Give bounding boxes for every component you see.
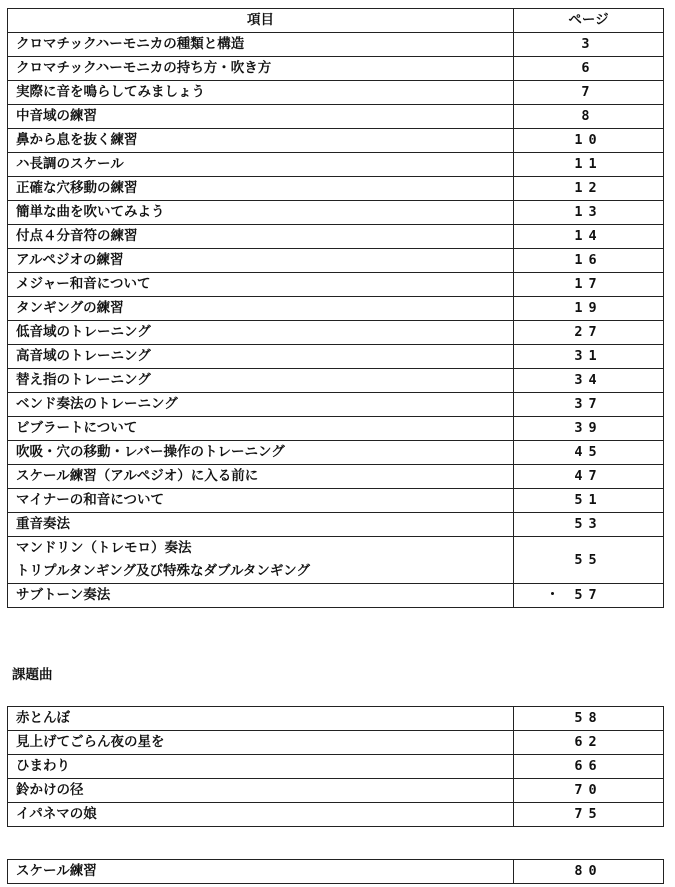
item-text: 高音域のトレーニング	[16, 348, 151, 364]
item-cell	[8, 584, 514, 608]
page-number-cell: 31	[514, 345, 664, 369]
item-text: 中音域の練習	[16, 108, 97, 124]
table-row	[8, 860, 664, 884]
table-row	[8, 393, 664, 417]
item-text: サブトーン奏法	[16, 587, 111, 603]
item-text: 低音域のトレーニング	[16, 324, 151, 340]
item-cell	[8, 513, 514, 537]
table-row	[8, 249, 664, 273]
table-row	[8, 489, 664, 513]
contents-table	[7, 8, 664, 608]
table-row	[8, 273, 664, 297]
item-cell	[8, 153, 514, 177]
item-cell	[8, 249, 514, 273]
item-cell	[8, 465, 514, 489]
item-cell	[8, 345, 514, 369]
table-row	[8, 731, 664, 755]
item-text: メジャー和音について	[16, 276, 151, 292]
item-cell: スケール練習	[8, 860, 514, 884]
page-number-cell: 14	[514, 225, 664, 249]
songs-table	[7, 706, 664, 827]
page-number-cell: 17	[514, 273, 664, 297]
table-row	[8, 201, 664, 225]
page-number-cell: 55	[514, 537, 664, 584]
item-cell	[8, 273, 514, 297]
item-text: 吹吸・穴の移動・レバー操作のトレーニング	[16, 444, 285, 460]
item-text: トリプルタンギング及び特殊なダブルタンギング	[16, 563, 311, 579]
page-number-cell: 53	[514, 513, 664, 537]
item-cell	[8, 105, 514, 129]
item-cell	[8, 417, 514, 441]
stray-dot	[551, 592, 554, 595]
page-number-cell: 51	[514, 489, 664, 513]
item-text: タンギングの練習	[16, 300, 124, 316]
page-number-cell: 75	[514, 803, 664, 827]
page-number-cell: 34	[514, 369, 664, 393]
item-cell	[8, 129, 514, 153]
table-row	[8, 57, 664, 81]
item-cell	[8, 441, 514, 465]
item-cell: 見上げてごらん夜の星を	[8, 731, 514, 755]
table-row	[8, 225, 664, 249]
item-text: アルペジオの練習	[16, 252, 124, 268]
item-text: 正確な穴移動の練習	[16, 180, 138, 196]
table-row	[8, 417, 664, 441]
item-column-header: 項目	[8, 9, 514, 33]
item-cell	[8, 369, 514, 393]
item-text: 実際に音を鳴らしてみましょう	[16, 84, 205, 100]
page-number-cell: 12	[514, 177, 664, 201]
item-text: スケール練習（アルペジオ）に入る前に	[16, 468, 259, 484]
item-text: 付点４分音符の練習	[16, 228, 138, 244]
page-number-cell: 47	[514, 465, 664, 489]
page-number-cell: 58	[514, 707, 664, 731]
page-number-cell: 66	[514, 755, 664, 779]
table-row	[8, 177, 664, 201]
page-number-cell: 6	[514, 57, 664, 81]
table-row	[8, 345, 664, 369]
item-text: クロマチックハーモニカの種類と構造	[16, 36, 245, 52]
item-cell	[8, 489, 514, 513]
item-cell: 赤とんぼ	[8, 707, 514, 731]
item-cell	[8, 321, 514, 345]
page-number-cell: 45	[514, 441, 664, 465]
item-cell	[8, 393, 514, 417]
header-row	[8, 9, 664, 33]
item-text: ハ長調のスケール	[16, 156, 124, 172]
page-number-cell: 8	[514, 105, 664, 129]
item-cell	[8, 537, 514, 584]
table-row	[8, 465, 664, 489]
item-cell: 鈴かけの径	[8, 779, 514, 803]
item-text: クロマチックハーモニカの持ち方・吹き方	[16, 60, 272, 76]
item-text: マイナーの和音について	[16, 492, 164, 508]
page-number-cell: 3	[514, 33, 664, 57]
item-cell: イパネマの娘	[8, 803, 514, 827]
page-number-cell: 13	[514, 201, 664, 225]
page-number-cell: 19	[514, 297, 664, 321]
item-text: ベンド奏法のトレーニング	[16, 396, 178, 412]
table-row	[8, 321, 664, 345]
table-row	[8, 81, 664, 105]
page-column-header: ページ	[514, 9, 664, 33]
table-row	[8, 369, 664, 393]
item-text: ビブラートについて	[16, 420, 138, 436]
page-number-cell: 10	[514, 129, 664, 153]
item-cell	[8, 33, 514, 57]
item-cell	[8, 225, 514, 249]
item-text: 鼻から息を抜く練習	[16, 132, 138, 148]
page-number-cell: 27	[514, 321, 664, 345]
page-number-cell: 16	[514, 249, 664, 273]
page-number-cell: 70	[514, 779, 664, 803]
page-number-cell: 7	[514, 81, 664, 105]
item-cell	[8, 81, 514, 105]
item-cell: ひまわり	[8, 755, 514, 779]
table-row	[8, 33, 664, 57]
section-label: 課題曲	[12, 667, 53, 683]
page-number-cell: 37	[514, 393, 664, 417]
page-number-cell: 57	[514, 584, 664, 608]
table-row	[8, 707, 664, 731]
item-cell	[8, 57, 514, 81]
table-row	[8, 803, 664, 827]
table-row	[8, 779, 664, 803]
item-text: 替え指のトレーニング	[16, 372, 151, 388]
table-row	[8, 105, 664, 129]
item-cell	[8, 297, 514, 321]
scale-practice-table	[7, 859, 664, 884]
table-row	[8, 537, 664, 584]
item-text: マンドリン（トレモロ）奏法	[16, 540, 192, 556]
page-number-cell: 80	[514, 860, 664, 884]
table-row	[8, 297, 664, 321]
table-row	[8, 153, 664, 177]
table-row	[8, 129, 664, 153]
item-text: 重音奏法	[16, 516, 70, 532]
table-row	[8, 513, 664, 537]
page-number-cell: 11	[514, 153, 664, 177]
page-number-cell: 62	[514, 731, 664, 755]
table-row	[8, 755, 664, 779]
table-row	[8, 584, 664, 608]
item-text: 簡単な曲を吹いてみよう	[16, 204, 165, 220]
item-cell	[8, 177, 514, 201]
item-cell	[8, 201, 514, 225]
table-row	[8, 441, 664, 465]
page-number-cell: 39	[514, 417, 664, 441]
